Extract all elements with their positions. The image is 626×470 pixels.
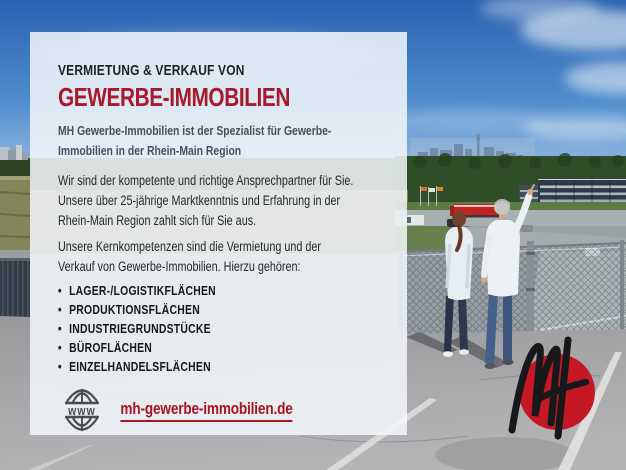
left-railing: [0, 258, 30, 318]
info-card-content: [30, 32, 407, 434]
list-item: [58, 300, 379, 319]
website-row: [58, 386, 379, 434]
info-card: [30, 32, 407, 435]
list-item: [58, 357, 379, 376]
fence-post: [526, 241, 535, 333]
page-title: GEWERBE-IMMOBILIEN: [58, 82, 290, 112]
website-link[interactable]: mh-gewerbe-immobilien.de: [120, 399, 292, 422]
left-roof-garden: [0, 176, 30, 259]
www-globe-icon: [58, 386, 106, 434]
list-item: [58, 281, 379, 300]
subtitle: MH Gewerbe-Immobilien ist der Spezialist für Gewerbe-Immobilien in der Rhein-Main Region: [58, 123, 332, 158]
bullet-icon: •: [58, 340, 62, 355]
competence-list: [58, 281, 379, 376]
bullet-icon: •: [58, 302, 62, 317]
www-label: www: [68, 403, 96, 419]
bullet-icon: •: [58, 321, 62, 336]
intro-paragraph: Wir sind der kompetente und richtige Ansprechpartner für Sie. Unsere über 25-jährige Marktkenntnis und Erfahrung in der Rhein-Main Region zahlt sich für Sie aus.: [58, 173, 354, 228]
list-item: [58, 338, 379, 357]
list-item: [58, 319, 379, 338]
bullet-icon: •: [58, 283, 62, 298]
kicker-heading: VERMIETUNG & VERKAUF VON: [58, 62, 245, 79]
competences-paragraph: Unsere Kernkompetenzen sind die Vermietung und der Verkauf von Gewerbe-Immobilien. Hierzu gehören:: [58, 239, 321, 274]
list-item-label: LAGER-/LOGISTIKFLÄCHEN: [69, 283, 216, 298]
list-item-label: INDUSTRIEGRUNDSTÜCKE: [69, 321, 211, 336]
list-item-label: EINZELHANDELSFLÄCHEN: [69, 359, 211, 374]
list-item-label: BÜROFLÄCHEN: [69, 340, 153, 355]
bullet-icon: •: [58, 359, 62, 374]
list-item-label: PRODUKTIONSFLÄCHEN: [69, 302, 200, 317]
